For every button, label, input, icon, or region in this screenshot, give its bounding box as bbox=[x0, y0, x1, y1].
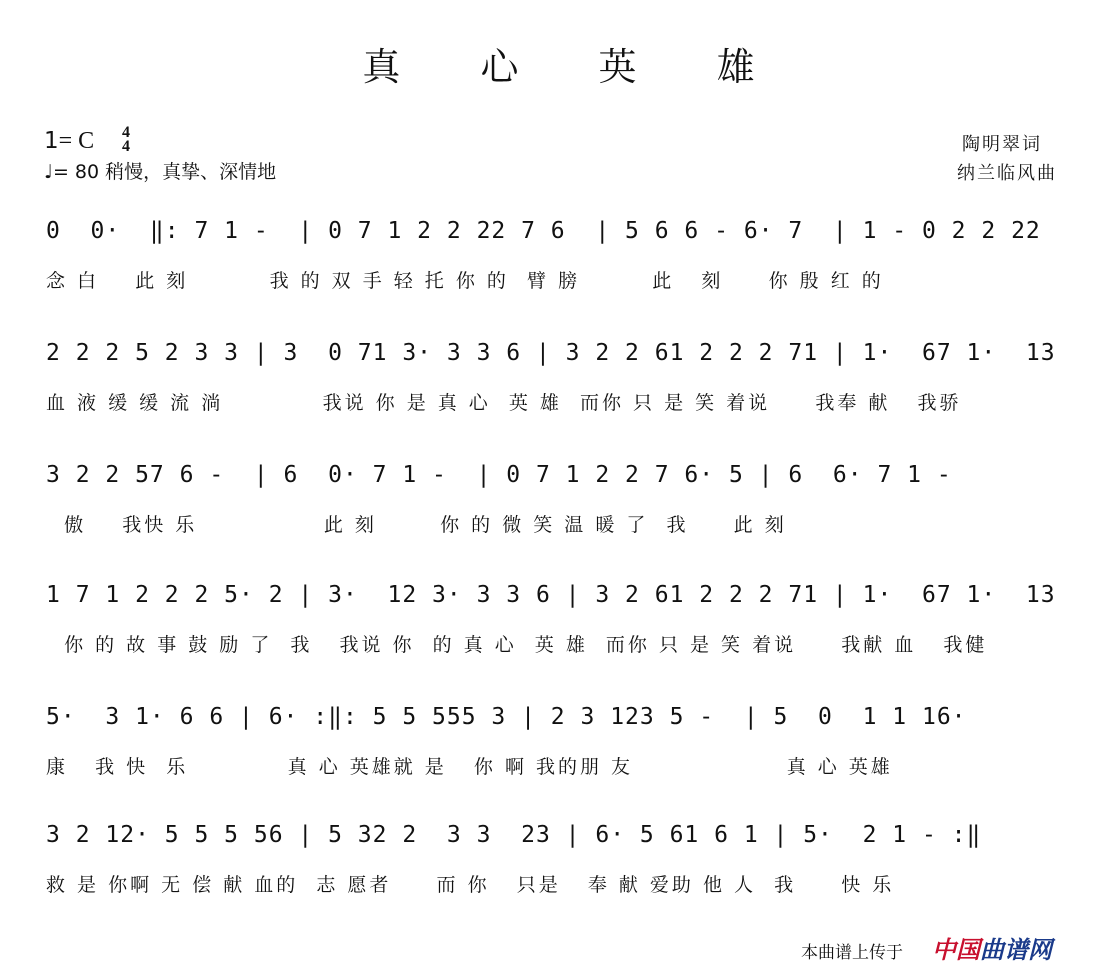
staff-line-5 bbox=[38, 704, 1088, 778]
time-top: 4 bbox=[122, 124, 130, 141]
notation: 3 2 2 57 6 - | 6 0· 7 1 - | 0 7 1 2 2 7 6· 5 | 6 6· 7 1 - bbox=[46, 462, 952, 488]
lyrics: 傲 我快 乐 此 刻 你 的 微 笑 温 暖 了 我 此 刻 bbox=[46, 514, 787, 536]
staff-line-1 bbox=[38, 218, 1088, 292]
lyrics: 血 液 缓 缓 流 淌 我说 你 是 真 心 英 雄 而你 只 是 笑 着说 我奉 献 我骄 bbox=[46, 392, 962, 414]
lyrics: 康 我 快 乐 真 心 英雄就 是 你 啊 我的朋 友 真 心 英雄 bbox=[46, 756, 893, 778]
staff-line-4 bbox=[38, 582, 1088, 656]
notation: 5· 3 1· 6 6 | 6· :‖: 5 5 555 3 | 2 3 123 5 - | 5 0 1 1 16· bbox=[46, 704, 967, 730]
lyrics: 念 白 此 刻 我 的 双 手 轻 托 你 的 臂 膀 此 刻 你 殷 红 的 bbox=[46, 270, 884, 292]
key-signature bbox=[44, 124, 130, 155]
tempo-text: = 80 稍慢，真挚、深情地 bbox=[52, 161, 277, 183]
lyrics: 你 的 故 事 鼓 励 了 我 我说 你 的 真 心 英 雄 而你 只 是 笑 着说 我献 血 我健 bbox=[46, 634, 988, 656]
staff-line-6 bbox=[38, 822, 1088, 896]
time-bottom: 4 bbox=[122, 138, 130, 155]
staff-line-3 bbox=[38, 462, 1088, 536]
upload-credit: 本曲谱上传于 bbox=[801, 943, 903, 963]
staff-line-2 bbox=[38, 340, 1088, 414]
quarter-note-icon: ♩ bbox=[44, 161, 53, 183]
composer: 纳兰临风曲 bbox=[957, 163, 1057, 184]
lyrics: 救 是 你啊 无 偿 献 血的 志 愿者 而 你 只是 奉 献 爱助 他 人 我 快 乐 bbox=[46, 874, 895, 896]
notation: 2 2 2 5 2 3 3 | 3 0 71 3· 3 3 6 | 3 2 2 61 2 2 2 71 | 1· 67 1· 13 bbox=[46, 340, 1056, 366]
key-prefix: 1 bbox=[44, 128, 59, 154]
notation: 3 2 12· 5 5 5 56 | 5 32 2 3 3 23 | 6· 5 61 6 1 | 5· 2 1 - :‖ bbox=[46, 822, 982, 848]
notation: 0 0· ‖: 7 1 - | 0 7 1 2 2 22 7 6 | 5 6 6 - 6· 7 | 1 - 0 2 2 22 bbox=[46, 218, 1041, 244]
logo-part-2: 曲谱网 bbox=[980, 936, 1052, 964]
tempo-marking bbox=[44, 157, 276, 184]
site-logo[interactable] bbox=[932, 930, 1052, 965]
time-signature bbox=[122, 126, 130, 154]
notation: 1 7 1 2 2 2 5· 2 | 3· 12 3· 3 3 6 | 3 2 61 2 2 2 71 | 1· 67 1· 13 bbox=[46, 582, 1056, 608]
key-letter: = C bbox=[58, 128, 95, 154]
lyricist: 陶明翠词 bbox=[962, 134, 1042, 155]
song-title: 真 心 英 雄 bbox=[362, 45, 789, 89]
logo-part-1: 中国 bbox=[932, 936, 980, 964]
